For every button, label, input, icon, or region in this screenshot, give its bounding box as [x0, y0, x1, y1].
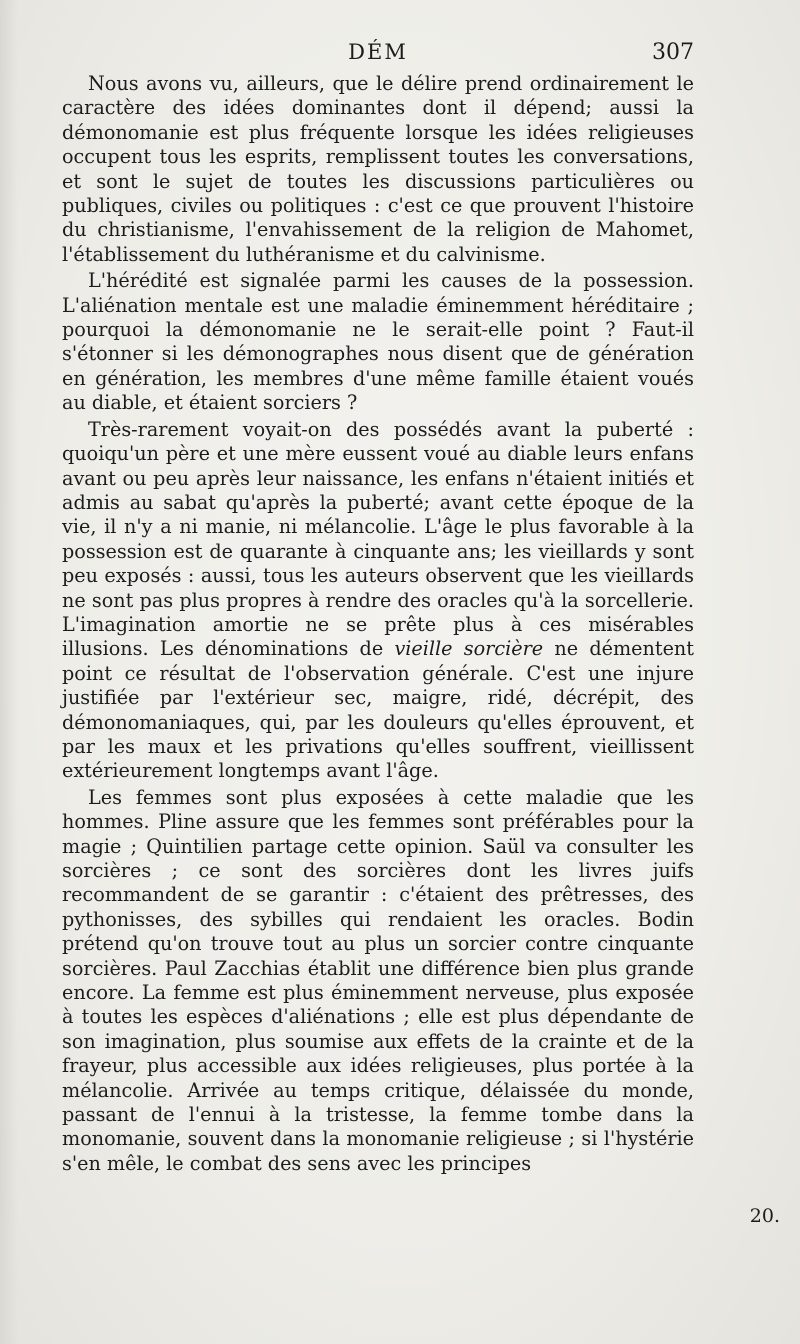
running-head: DÉM	[348, 40, 408, 64]
signature-mark: 20.	[749, 1205, 780, 1227]
page-edge-shadow	[0, 0, 18, 1344]
paragraph-4: Les femmes sont plus exposées à cette maladie que les hommes. Pline assure que les femmes sont préférables pour la magie ; Quintilien partage cette opinion. Saül va consulter les sorcières ; ce sont des sorcières dont les livres juifs recommandent de se garantir : c'étaient des prêtresses, des pythonisses, des sybilles qui rendaient les oracles. Bodin prétend qu'on trouve tout au plus un sorcier contre cinquante sorcières. Paul Zacchias établit une différence bien plus grande encore. La femme est plus éminemment nerveuse, plus exposée à toutes les espèces d'aliénations ; elle est plus dépendante de son imagination, plus soumise aux effets de la crainte et de la frayeur, plus accessible aux idées religieuses, plus portée à la mélancolie. Arrivée au temps critique, délaissée du monde, passant de l'ennui à la tristesse, la femme tombe dans la monomanie, souvent dans la monomanie religieuse ; si l'hystérie s'en mêle, le combat des sens avec les principes	[62, 785, 694, 1175]
paragraph-3	[62, 418, 694, 784]
paragraph-3-tail: ne démentent point ce résultat de l'observation générale. C'est une injure justifiée par l'extérieur sec, maigre, ridé, décrépit, des démonomaniaques, qui, par les douleurs qu'elles éprouvent, et par les maux et les privations qu'elles souffrent, vieillissent extérieurement longtemps avant l'âge.	[62, 637, 694, 783]
paragraph-1: Nous avons vu, ailleurs, que le délire prend ordinairement le caractère des idées dominantes dont il dépend; aussi la démonomanie est plus fréquente lorsque les idées religieuses occupent tous les esprits, remplissent toutes les conversations, et sont le sujet de toutes les discussions particulières ou publiques, civiles ou politiques : c'est ce que prouvent l'histoire du christianisme, l'envahissement de la religion de Mahomet, l'établissement du luthéranisme et du calvinisme.	[62, 72, 694, 266]
paragraph-3-text: Très-rarement voyait-on des possédés avant la puberté : quoiqu'un père et une mère eussent voué au diable leurs enfans avant ou peu après leur naissance, les enfans n'étaient initiés et admis au sabat qu'après la puberté; avant cette époque de la vie, il n'y a ni manie, ni mélancolie. L'âge le plus favorable à la possession est de quarante à cinquante ans; les vieillards y sont peu exposés : aussi, tous les auteurs observent que les vieillards ne sont pas plus propres à rendre des oracles qu'à la sorcellerie. L'imagination amortie ne se prête plus à ces misérables illusions. Les dénominations de	[62, 417, 694, 661]
text-block	[62, 36, 694, 1176]
paragraph-2: L'hérédité est signalée parmi les causes de la possession. L'aliénation mentale est une maladie éminemment héréditaire ; pourquoi la démonomanie ne le serait-elle point ? Faut-il s'étonner si les démonographes nous disent que de génération en génération, les membres d'une même famille étaient voués au diable, et étaient sorciers ?	[62, 269, 694, 415]
paragraph-3-italic: vieille sorcière	[394, 637, 544, 661]
page-header	[62, 36, 694, 72]
page-number: 307	[652, 40, 694, 65]
